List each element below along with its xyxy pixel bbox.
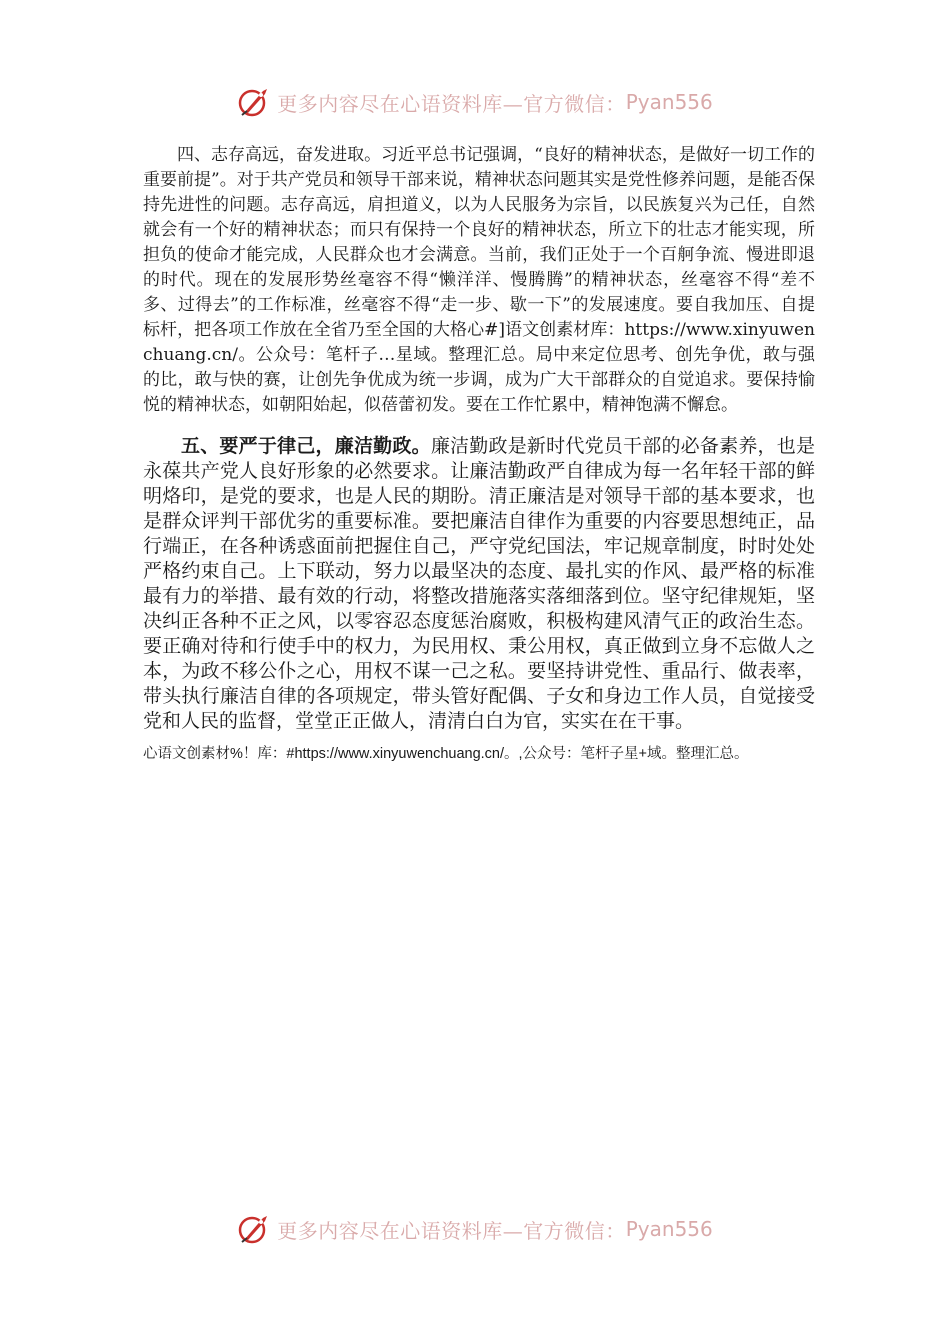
section-5-heading: 五、要严于律己，廉洁勤政。 (181, 435, 431, 457)
source-note: 心语文创素材%！库：#https://www.xinyuwenchuang.cn/。,公众号：笔杆子星+域。整理汇总。 (143, 746, 749, 762)
document-body (143, 143, 815, 766)
section-4-paragraph: 四、志存高远，奋发进取。习近平总书记强调，“良好的精神状态，是做好一切工作的重要前提”。对于共产党员和领导干部来说，精神状态问题其实是党性修养问题，是能否保持先进性的问题。志存高远，肩担道义，以为人民服务为宗旨，以民族复兴为己任，自然就会有一个好的精神状态；而只有保持一个良好的精神状态，所立下的壮志才能实现，所担负的使命才能完成，人民群众也才会满意。当前，我们正处于一个百舸争流、慢进即退的时代。现在的发展形势丝毫容不得“懒洋洋、慢腾腾”的精神状态，丝毫容不得“差不多、过得去”的工作标准，丝毫容不得“走一步、歇一下”的发展速度。要自我加压、自提标杆，把各项工作放在全省乃至全国的大格心#]语文创素材库：https://www.xinyuwenchuang.cn/。公众号：笔杆子…星域。整理汇总。局中来定位思考、创先争优，敢与强的比，敢与快的赛，让创先争优成为统一步调，成为广大干部群众的自觉追求。要保持愉悦的精神状态，如朝阳始起，似蓓蕾初发。要在工作忙累中，精神饱满不懈怠。 (143, 145, 815, 415)
banner-wechat-id: Pyan556 (625, 90, 713, 114)
quill-pen-icon (237, 85, 271, 119)
banner-text: 更多内容尽在心语资料库—官方微信： (277, 1218, 626, 1243)
section-5-text: 廉洁勤政是新时代党员干部的必备素养，也是永葆共产党人良好形象的必然要求。让廉洁勤政严自律成为每一名年轻干部的鲜明烙印，是党的要求，也是人民的期盼。清正廉洁是对领导干部的基本要求，也是群众评判干部优劣的重要标准。要把廉洁自律作为重要的内容要思想纯正，品行端正，在各种诱惑面前把握住自己，严守党纪国法，牢记规章制度，时时处处严格约束自己。上下联动，努力以最坚决的态度、最扎实的作风、最严格的标准最有力的举措、最有效的行动，将整改措施落实落细落到位。坚守纪律规矩，坚决纠正各种不正之风，以零容忍态度惩治腐败，积极构建风清气正的政治生态。要正确对待和行使手中的权力，为民用权、秉公用权，真正做到立身不忘做人之本，为政不移公仆之心，用权不谋一己之私。要坚持讲党性、重品行、做表率，带头执行廉洁自律的各项规定，带头管好配偶、子女和身边工作人员，自觉接受党和人民的监督，堂堂正正做人，清清白白为官，实实在在干事。 (143, 435, 815, 732)
banner-text: 更多内容尽在心语资料库—官方微信： (277, 91, 626, 116)
banner-wechat-id: Pyan556 (625, 1217, 713, 1241)
quill-pen-icon (237, 1212, 271, 1246)
footer-banner (0, 1207, 950, 1251)
section-5-paragraph (143, 434, 815, 734)
header-banner (0, 80, 950, 124)
